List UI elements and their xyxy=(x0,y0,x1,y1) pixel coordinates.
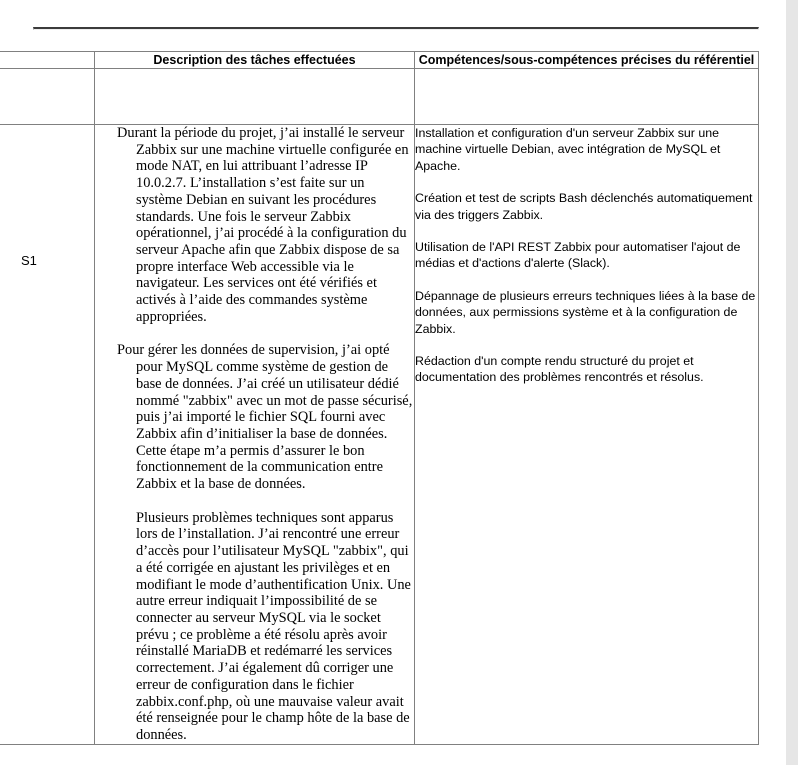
task-paragraph: Plusieurs problèmes techniques sont apparus lors de l’installation. J’ai rencontré une erreur d’accès pour l’utilisateur MySQL "zabbix", qui a été corrigée en ajustant les privilèges et en modifiant le mode d’authentification Unix. Une autre erreur indiquait l’impossibilité de se connecter au serveur MySQL via le socket prévu ; ce problème a été résolu après avoir réinstallé MariaDB et redémarré les services correctement. J’ai également dû corriger une erreur de configuration dans le fichier zabbix.conf.php, où une mauvaise valeur avait été renseignée pour le champ hôte de la base de données. xyxy=(136,509,411,743)
skill-paragraph: Installation et configuration d'un serveur Zabbix sur une machine virtuelle Debian, avec intégration de MySQL et Apache. xyxy=(415,126,721,173)
column-header-period xyxy=(0,52,95,69)
period-label: S1 xyxy=(21,253,37,268)
task-paragraph: Pour gérer les données de supervision, j’ai opté pour MySQL comme système de gestion de base de données. J’ai créé un utilisateur dédié nommé "zabbix" avec un mot de passe sécurisé, puis j’ai importé le fichier SQL fourni avec Zabbix afin d’initialiser la base de données. Cette étape m’a permis d’assurer le bon fonctionnement de la communication entre Zabbix et la base de données. xyxy=(117,342,413,493)
spacer-cell-skills xyxy=(415,69,759,125)
skill-paragraph: Dépannage de plusieurs erreurs techniques liées à la base de données, aux permissions système et à la configuration de Zabbix. xyxy=(415,288,756,336)
column-header-skills: Compétences/sous-compétences précises du référentiel xyxy=(415,52,759,69)
table-header-row xyxy=(0,52,759,69)
task-paragraph: Durant la période du projet, j’ai installé le serveur Zabbix sur une machine virtuelle configurée en mode NAT, en lui attribuant l’adresse IP 10.0.2.7. L’installation s’est faite sur un système Debian en suivant les procédures standards. Une fois le serveur Zabbix opérationnel, j’ai procédé à la configuration du serveur Apache afin que Zabbix dispose de sa propre interface Web accessible via le navigateur. Les services ont été vérifiés et activés à l’aide des commandes système appropriées. xyxy=(117,125,409,325)
tasks-description-cell xyxy=(95,125,415,745)
period-cell xyxy=(0,125,95,745)
spacer-cell-period xyxy=(0,69,95,125)
column-header-tasks: Description des tâches effectuées xyxy=(95,52,415,69)
header-horizontal-rule xyxy=(33,27,759,30)
skill-paragraph: Utilisation de l'API REST Zabbix pour automatiser l'ajout de médias et d'actions d'alerte (Slack). xyxy=(415,240,741,271)
table-body xyxy=(0,69,759,745)
skills-reference-cell xyxy=(415,125,759,745)
table-header xyxy=(0,52,759,69)
spacer-cell-tasks xyxy=(95,69,415,125)
activity-log-table xyxy=(0,51,759,745)
skill-paragraph: Rédaction d'un compte rendu structuré du projet et documentation des problèmes rencontrés et résolus. xyxy=(415,354,704,385)
table-row xyxy=(0,125,759,745)
page-edge-gutter xyxy=(786,0,798,765)
skill-paragraph: Création et test de scripts Bash déclenchés automatiquement via des triggers Zabbix. xyxy=(415,191,753,222)
table-spacer-row xyxy=(0,69,759,125)
